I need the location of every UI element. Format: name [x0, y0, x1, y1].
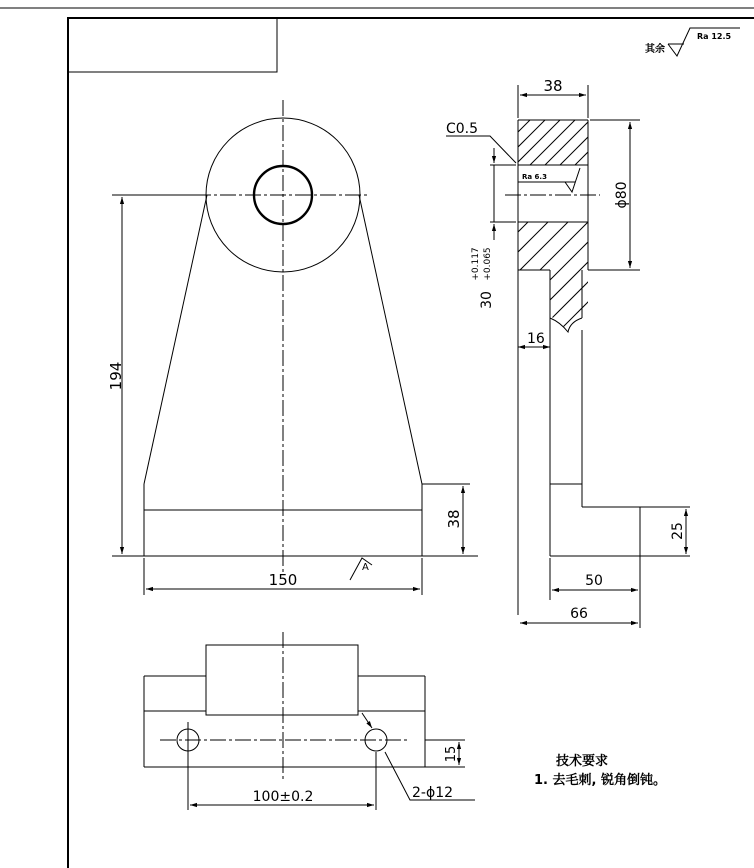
dim-16: 16	[527, 331, 545, 347]
hub-plan	[206, 645, 358, 715]
dim-25: 25	[670, 522, 686, 540]
dim-150: 150	[268, 571, 298, 589]
top-view	[144, 632, 475, 810]
sheet-border	[0, 8, 754, 868]
dim-50: 50	[585, 573, 603, 589]
dim-100: 100±0.2	[252, 789, 314, 805]
title-block	[68, 18, 277, 72]
dim-15: 15	[444, 745, 459, 763]
bore-ra-value: Ra 6.3	[522, 173, 547, 181]
dim-30-lower: +0.065	[483, 247, 493, 281]
dim-30-upper: +0.117	[471, 247, 481, 281]
tech-item-1: 1. 去毛刺, 锐角倒钝。	[534, 773, 666, 788]
dim-38-top: 38	[543, 77, 563, 95]
dim-phi80: ϕ80	[614, 181, 630, 209]
tech-title: 技术要求	[556, 754, 609, 769]
other-label: 其余	[645, 44, 665, 55]
default-roughness-note	[645, 28, 740, 56]
dim-30-main: 30	[479, 291, 495, 309]
dim-38-base: 38	[445, 509, 463, 529]
technical-requirements	[534, 753, 666, 788]
side-view	[446, 77, 690, 628]
dim-chamfer: C0.5	[446, 121, 479, 137]
dim-194: 194	[107, 361, 125, 391]
default-ra-value: Ra 12.5	[697, 32, 732, 41]
datum-mark: A	[362, 562, 369, 573]
dim-hole-callout: 2-ϕ12	[412, 785, 454, 801]
dim-66: 66	[570, 606, 588, 622]
front-view	[107, 100, 478, 595]
